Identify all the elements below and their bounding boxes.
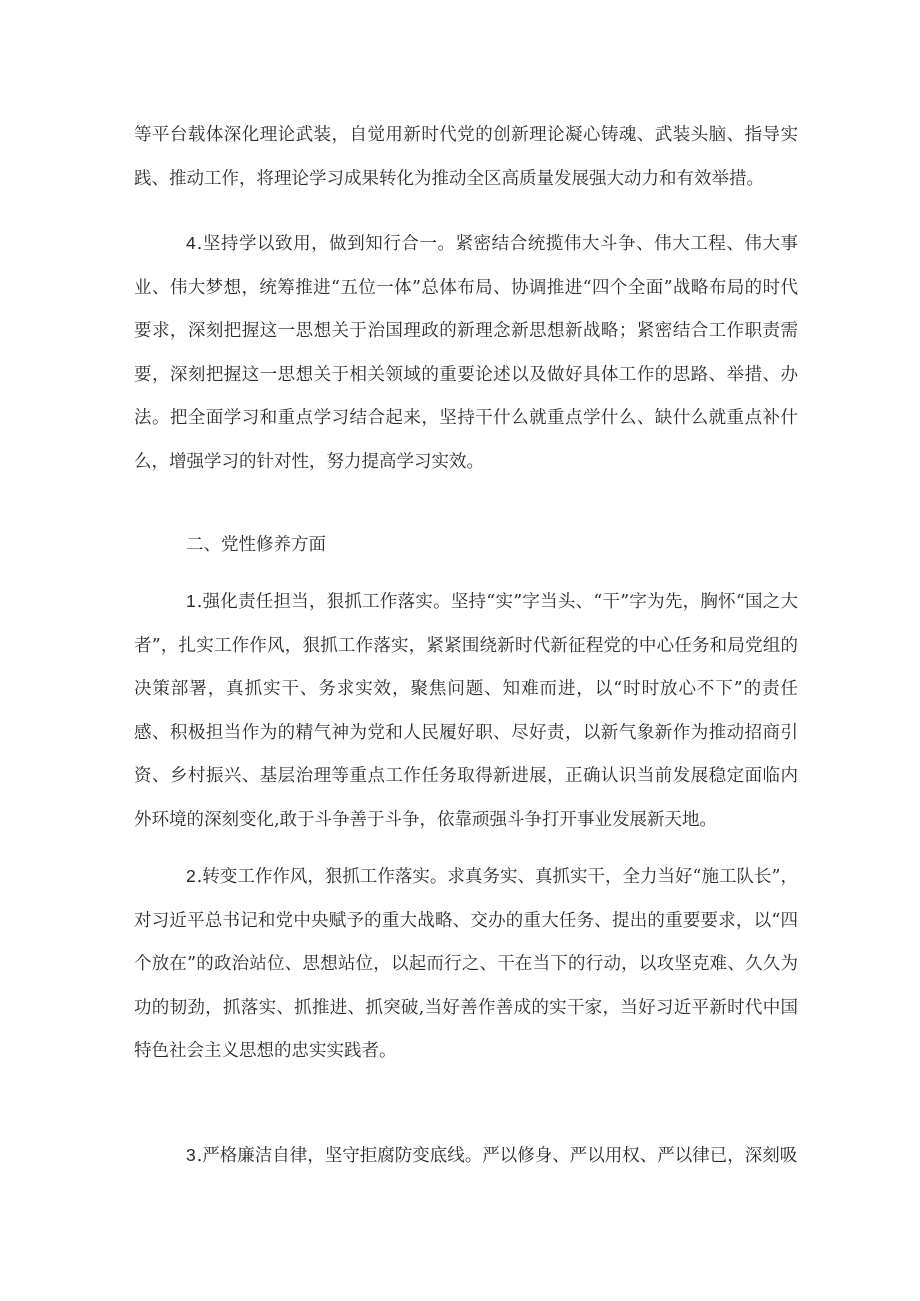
paragraph-text: .坚持学以致用，做到知行合一。紧密结合统揽伟大斗争、伟大工程、伟大事业、伟大梦想，统筹推进“五位一体”总体布局、协调推进“四个全面”战略布局的时代要求，深刻把握这一思想关于治国理政的新理念新思想新战略；紧密结合工作职责需要，深刻把握这一思想关于相关领域的重要论述以及做好具体工作的思路、举措、办法。把全面学习和重点学习结合起来，坚持干什么就重点学什么、缺什么就重点补什么，增强学习的针对性，努力提高学习实效。	[134, 234, 798, 472]
item-number: 4	[186, 233, 197, 253]
paragraph-item-1	[134, 580, 798, 843]
item-number: 3	[186, 1145, 197, 1165]
paragraph-text: 等平台载体深化理论武装，自觉用新时代党的创新理论凝心铸魂、武装头脑、指导实践、推动工作，将理论学习成果转化为推动全区高质量发展强大动力和有效举措。	[134, 125, 798, 189]
paragraph-continued	[134, 114, 798, 201]
section-heading: 二、党性修养方面	[186, 535, 326, 555]
paragraph-item-3	[134, 1134, 798, 1179]
paragraph-item-4	[134, 222, 798, 485]
paragraph-text: .严格廉洁自律，坚守拒腐防变底线。严以修身、严以用权、严以律已，深刻吸	[196, 1146, 798, 1166]
paragraph-item-2	[134, 855, 798, 1074]
paragraph-text: .转变工作作风，狠抓工作落实。求真务实、真抓实干，全力当好“施工队长”，对习近平总书记和党中央赋予的重大战略、交办的重大任务、提出的重要要求，以“四个放在”的政治站位、思想站位，以起而行之、干在当下的行动，以攻坚克难、久久为功的韧劲，抓落实、抓推进、抓突破,当好善作善成的实干家，当好习近平新时代中国特色社会主义思想的忠实实践者。	[134, 867, 798, 1062]
item-number: 1	[186, 591, 197, 611]
paragraph-text: .强化责任担当，狠抓工作落实。坚持“实”字当头、“干”字为先，胸怀“国之大者”，扎实工作作风，狠抓工作落实，紧紧围绕新时代新征程党的中心任务和局党组的决策部署，真抓实干、务求实效，聚焦问题、知难而进，以“时时放心不下”的责任感、积极担当作为的精气神为党和人民履好职、尽好责，以新气象新作为推动招商引资、乡村振兴、基层治理等重点工作任务取得新进展，正确认识当前发展稳定面临内外环境的深刻变化,敢于斗争善于斗争，依靠顽强斗争打开事业发展新天地。	[134, 592, 798, 830]
item-number: 2	[186, 866, 197, 886]
